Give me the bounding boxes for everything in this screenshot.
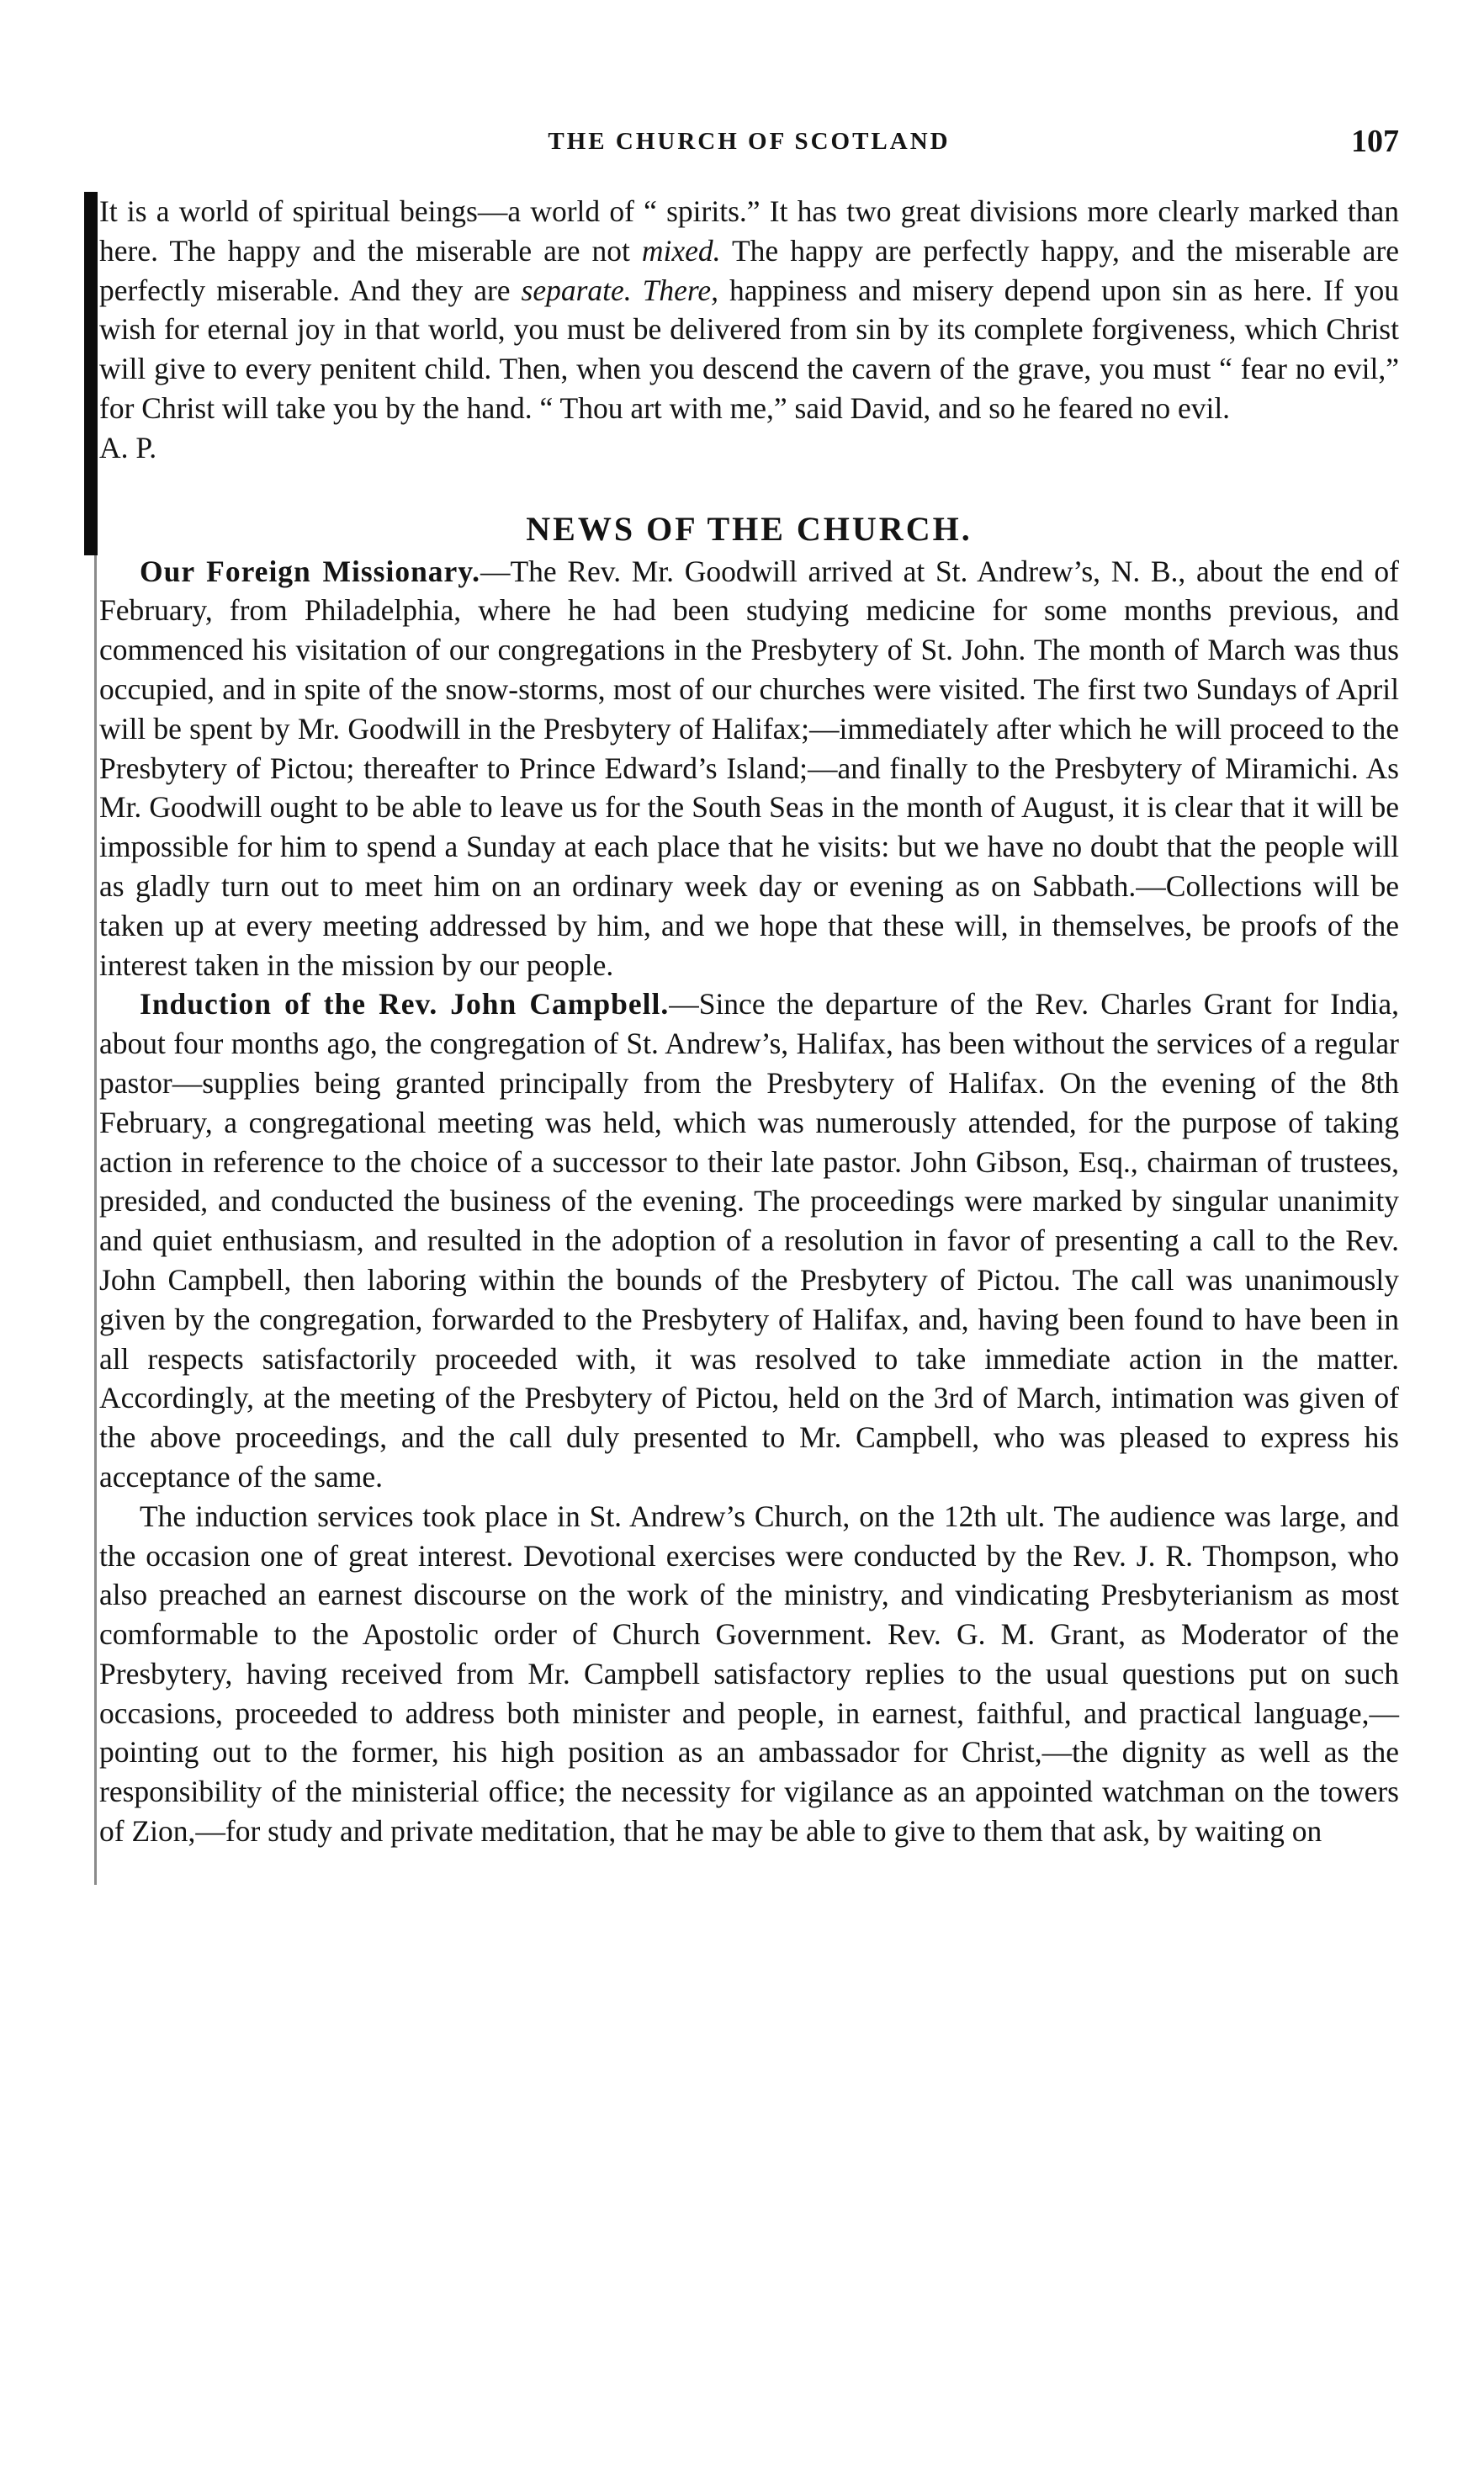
missionary-paragraph bbox=[99, 552, 1399, 985]
induction-heading: Induction of the Rev. John Campbell. bbox=[140, 987, 670, 1022]
page-body bbox=[99, 192, 1399, 1851]
binding-edge bbox=[94, 555, 97, 1885]
induction-paragraph bbox=[99, 984, 1399, 1496]
induction-text: —Since the departure of the Rev. Charles Grant for India, about four months ago, the congregation of St. Andrew’s, Halifax, has been without the services of a regular pastor—supplies being granted principally from the Presbytery of Halifax. On the evening of the 8th February, a congregational meeting was held, which was numerously attended, for the purpose of taking action in reference to the choice of a successor to their late pastor. John Gibson, Esq., chairman of trustees, presided, and conducted the business of the evening. The proceedings were marked by singular unanimity and quiet enthusiasm, and resulted in the adoption of a resolution in favor of presenting a call to the Rev. John Campbell, then laboring within the bounds of the Presbytery of Pictou. The call was unanimously given by the congregation, forwarded to the Presbytery of Halifax, and, having been found to have been in all respects satisfactorily proceeded with, it was resolved to take immediate action in the matter. Accordingly, at the meeting of the Presbytery of Pictou, held on the 3rd of March, intimation was given of the above proceedings, and the call duly presented to Mr. Campbell, who was pleased to express his acceptance of the same. bbox=[99, 987, 1399, 1494]
intro-text-4: happiness and misery depend upon sin as here. If you wish for eternal joy in that world, you must be delivered from sin by its complete forgiveness, which Christ will give to every penitent child. Then, when you descend the cavern of the grave, you must “ fear no evil,” for Christ will take you by the hand. “ Thou art with me,” said David, and so he feared no evil. bbox=[99, 273, 1400, 425]
induction-services-paragraph: The induction services took place in St. Andrew’s Church, on the 12th ult. The audience was large, and the occasion one of great interest. Devotional exercises were conducted by the Rev. J. R. Thompson, who also preached an earnest discourse on the work of the ministry, and vindicating Presbyterianism as most comformable to the Apostolic order of Church Government. Rev. G. M. Grant, as Moderator of the Presbytery, having received from Mr. Campbell satisfactory replies to the usual questions put on such occasions, proceeded to address both minister and people, in earnest, faithful, and practical language,—pointing out to the former, his high position as an ambassador for Christ,—the dignity as well as the responsibility of the ministerial office; the necessity for vigilance as an appointed watchman on the towers of Zion,—for study and private meditation, that he may be able to give to them that ask, by waiting on bbox=[99, 1499, 1399, 1849]
intro-emphasis-there: There, bbox=[642, 273, 719, 307]
page-number: 107 bbox=[1351, 124, 1399, 159]
page-header bbox=[99, 124, 1399, 165]
intro-paragraph bbox=[99, 192, 1399, 428]
intro-text-1: It is a world of spiritual beings—a world of “ spirits.” It has two great divisions more clearly marked than here. The happy and the miserable are not bbox=[99, 194, 1399, 268]
intro-emphasis-separate: separate. bbox=[521, 273, 632, 307]
missionary-text: —The Rev. Mr. Goodwill arrived at St. Andrew’s, N. B., about the end of February, from Philadelphia, where he had been studying medicine for some months previous, and commenced his visitation of our congregations in the Presbytery of St. John. The month of March was thus occupied, and in spite of the snow-storms, most of our churches were visited. The first two Sundays of April will be spent by Mr. Goodwill in the Presbytery of Halifax;—immediately after which he will proceed to the Presbytery of Pictou; thereafter to Prince Edward’s Island;—and finally to the Presbytery of Miramichi. As Mr. Goodwill ought to be able to leave us for the South Seas in the month of August, it is clear that it will be impossible for him to spend a Sunday at each place that he visits: but we have no doubt that the people will as gladly turn out to meet him on an ordinary week day or evening as on Sabbath.—Collections will be taken up at every meeting addressed by him, and we hope that these will, in themselves, be proofs of the interest taken in the mission by our people. bbox=[99, 554, 1399, 982]
signature: A. P. bbox=[99, 430, 157, 464]
section-title: NEWS OF THE CHURCH. bbox=[526, 509, 973, 548]
intro-emphasis-mixed: mixed. bbox=[641, 233, 721, 268]
intro-text-2: The happy are perfectly happy, and the miserable are perfectly miserable. And they are bbox=[99, 233, 1399, 307]
intro-text-3 bbox=[632, 273, 643, 307]
binding-shadow bbox=[84, 192, 98, 555]
running-title: THE CHURCH OF SCOTLAND bbox=[548, 128, 951, 155]
missionary-heading: Our Foreign Missionary. bbox=[140, 554, 480, 588]
